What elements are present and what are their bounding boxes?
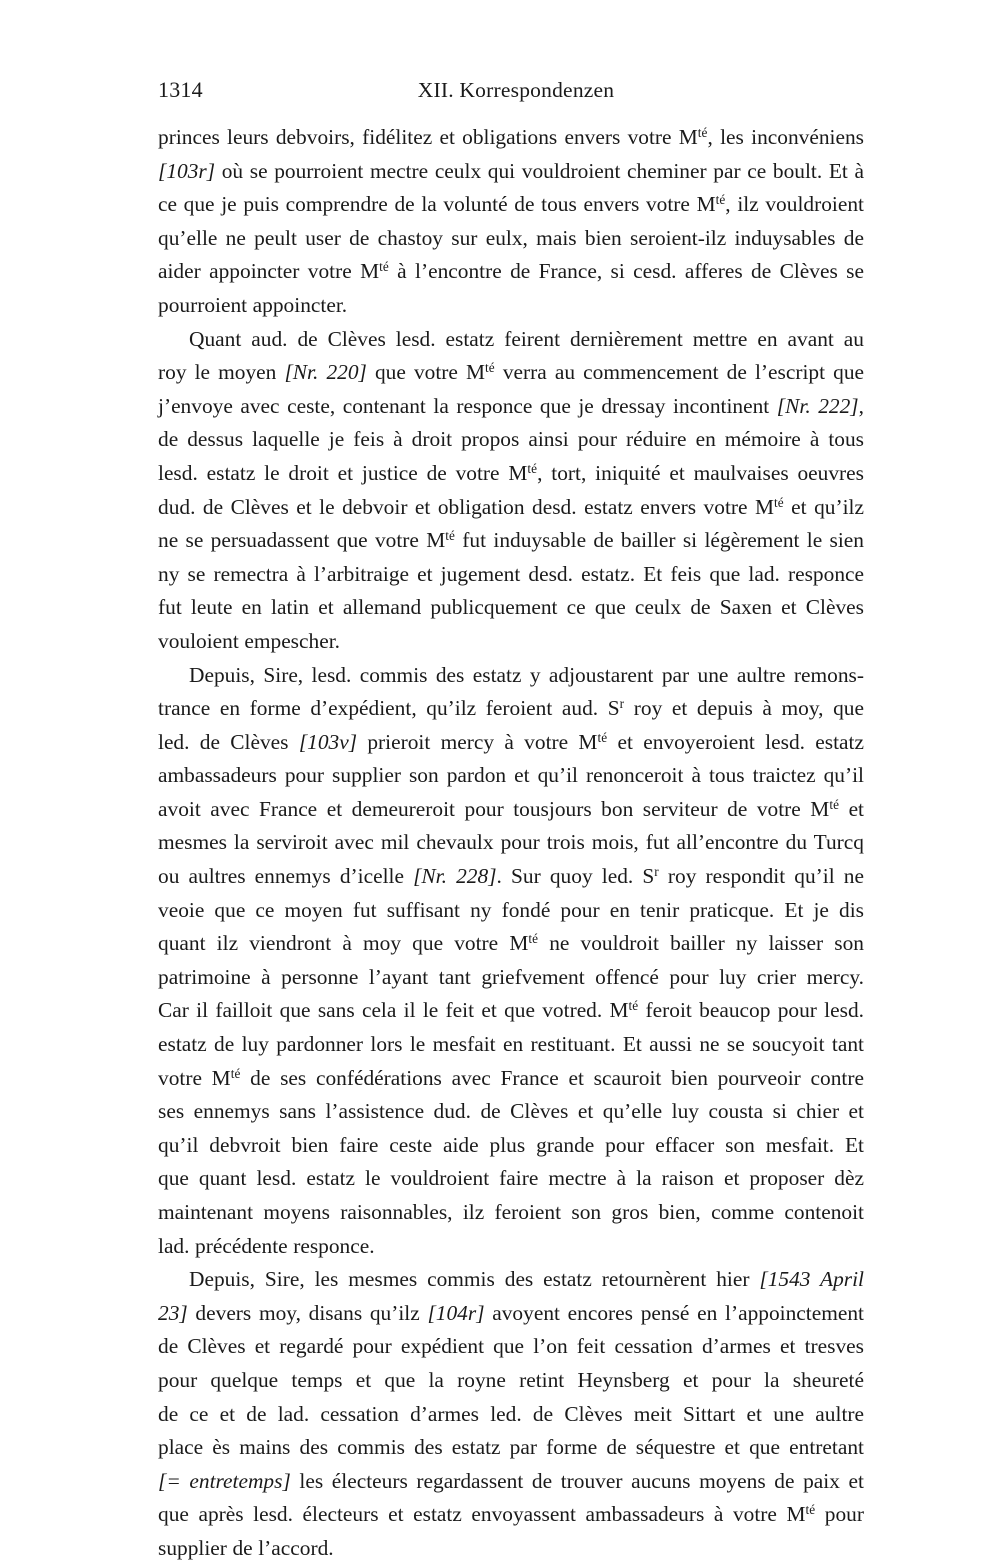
text-line: lesd. estatz le droit et justice de votre $M^{té}$, tort, iniquité et maulvaises oeuvres [158, 460, 864, 485]
text-line: avoit avec France et demeureroit pour tousjours bon serviteur de votre $M^{té}$ et [158, 796, 865, 821]
text-line: trance en forme d’expédient, qu’ilz feroient aud. $S^r$ roy et depuis à moy, que [158, 696, 864, 721]
text-line: princes leurs debvoirs, fidélitez et obligations envers votre $M^{té}$, les inconvéniens [158, 125, 864, 149]
text-line: de Clèves et regardé pour expédient que l’on feit cessation d’armes et tresves [158, 1334, 864, 1359]
text-line: Depuis, Sire, lesd. commis des estatz y adjoustarent par une aultre remons- [189, 662, 864, 687]
text-line: vouloient empescher. [158, 628, 340, 653]
text-line: 23] devers moy, disans qu’ilz [104r] avoyent encores pensé en l’appoinctement [158, 1300, 864, 1325]
text-line: lad. précédente responce. [158, 1233, 375, 1258]
text-line: estatz de luy pardonner lors le mesfait en restituant. Et aussi ne se soucyoit tant [158, 1032, 864, 1057]
text-line: votre $M^{té}$ de ses confédérations avec France et scauroit bien pourveoir contre [158, 1065, 864, 1090]
paragraph [158, 121, 864, 323]
text-line: supplier de l’accord. [158, 1535, 334, 1560]
page-number: 1314 [158, 77, 203, 102]
text-line: [103r] où se pourroient mectre ceulx qui vouldroient cheminer par ce boult. Et à [158, 158, 864, 183]
text-line: pourroient appoincter. [158, 292, 348, 317]
text-line: de dessus laquelle je feis à droit propos ainsi pour réduire en mémoire à tous [158, 427, 864, 452]
text-line: ne se persuadassent que votre $M^{té}$ fut induysable de bailler si légèrement le sien [158, 528, 864, 553]
text-line: j’envoye avec ceste, contenant la responce que je dressay incontinent [Nr. 222], [158, 393, 864, 418]
text-line: dud. de Clèves et le debvoir et obligation desd. estatz envers votre $M^{té}$ et qu’ilz [158, 494, 864, 519]
text-line: de ce et de lad. cessation d’armes led. de Clèves meit Sittart et une aultre [158, 1401, 864, 1426]
text-line: que après lesd. électeurs et estatz envoyassent ambassadeurs à votre $M^{té}$ pour [158, 1502, 864, 1527]
text-line: ce que je puis comprendre de la volunté de tous envers votre $M^{té}$, ilz vouldroient [158, 192, 864, 217]
paragraph [158, 659, 864, 1264]
text-line: led. de Clèves [103v] prieroit mercy à votre $M^{té}$ et envoyeroient lesd. estatz [158, 729, 864, 754]
text-line: patrimoine à personne l’ayant tant griefvement offencé pour luy crier mercy. [158, 964, 864, 989]
text-line: ny se remectra à l’arbitraige et jugement desd. estatz. Et feis que lad. responce [158, 561, 864, 586]
running-head [158, 76, 862, 104]
paragraph [158, 1263, 864, 1565]
text-line: [= entretemps] les électeurs regardassent de trouver aucuns moyens de paix et [158, 1468, 864, 1493]
text-line: pour quelque temps et que la royne retint Heynsberg et pour la sheureté [158, 1367, 864, 1392]
body-text [158, 121, 864, 1566]
text-line: Quant aud. de Clèves lesd. estatz feirent dernièrement mettre en avant au [189, 326, 864, 351]
text-line: maintenant moyens raisonnables, ilz feroient son gros bien, comme contenoit [158, 1200, 864, 1224]
text-line: quant ilz viendront à moy que votre $M^{té}$ ne vouldroit bailler ny laisser son [158, 931, 864, 956]
text-line: aider appoincter votre $M^{té}$ à l’encontre de France, si cesd. afferes de Clèves se [158, 259, 864, 284]
text-line: Depuis, Sire, les mesmes commis des estatz retournèrent hier [1543 April [189, 1267, 864, 1292]
text-line: ses ennemys sans l’assistence dud. de Clèves et qu’elle luy cousta si chier et [158, 1099, 864, 1124]
text-line: ambassadeurs pour supplier son pardon et qu’il renonceroit à tous traictez qu’il [158, 763, 864, 788]
text-line: place ès mains des commis des estatz par forme de séquestre et que entretant [158, 1435, 864, 1460]
text-line: qu’elle ne peult user de chastoy sur eulx, mais bien seroient-ilz induysables de [158, 225, 864, 250]
paragraph [158, 323, 864, 659]
text-line: Car il failloit que sans cela il le feit et que votred. $M^{té}$ feroit beaucop pour lesd. [158, 998, 864, 1023]
text-line: qu’il debvroit bien faire ceste aide plus grande pour effacer son mesfait. Et [158, 1132, 864, 1157]
text-line: veoie que ce moyen fut suffisant ny fondé pour en tenir praticque. Et je dis [158, 897, 864, 922]
text-line: que quant lesd. estatz le vouldroient faire mectre à la raison et proposer dèz [158, 1166, 864, 1191]
text-line: ou aultres ennemys d’icelle [Nr. 228]. Sur quoy led. $S^r$ roy respondit qu’il ne [158, 864, 864, 889]
text-line: mesmes la serviroit avec mil chevaulx pour trois mois, fut all’encontre du Turcq [158, 830, 864, 855]
text-line: roy le moyen [Nr. 220] que votre $M^{té}$ verra au commencement de l’escript que [158, 360, 865, 385]
text-line: fut leute en latin et allemand publicquement ce que ceulx de Saxen et Clèves [158, 595, 864, 620]
running-head-title: XII. Korrespondenzen [417, 78, 615, 102]
